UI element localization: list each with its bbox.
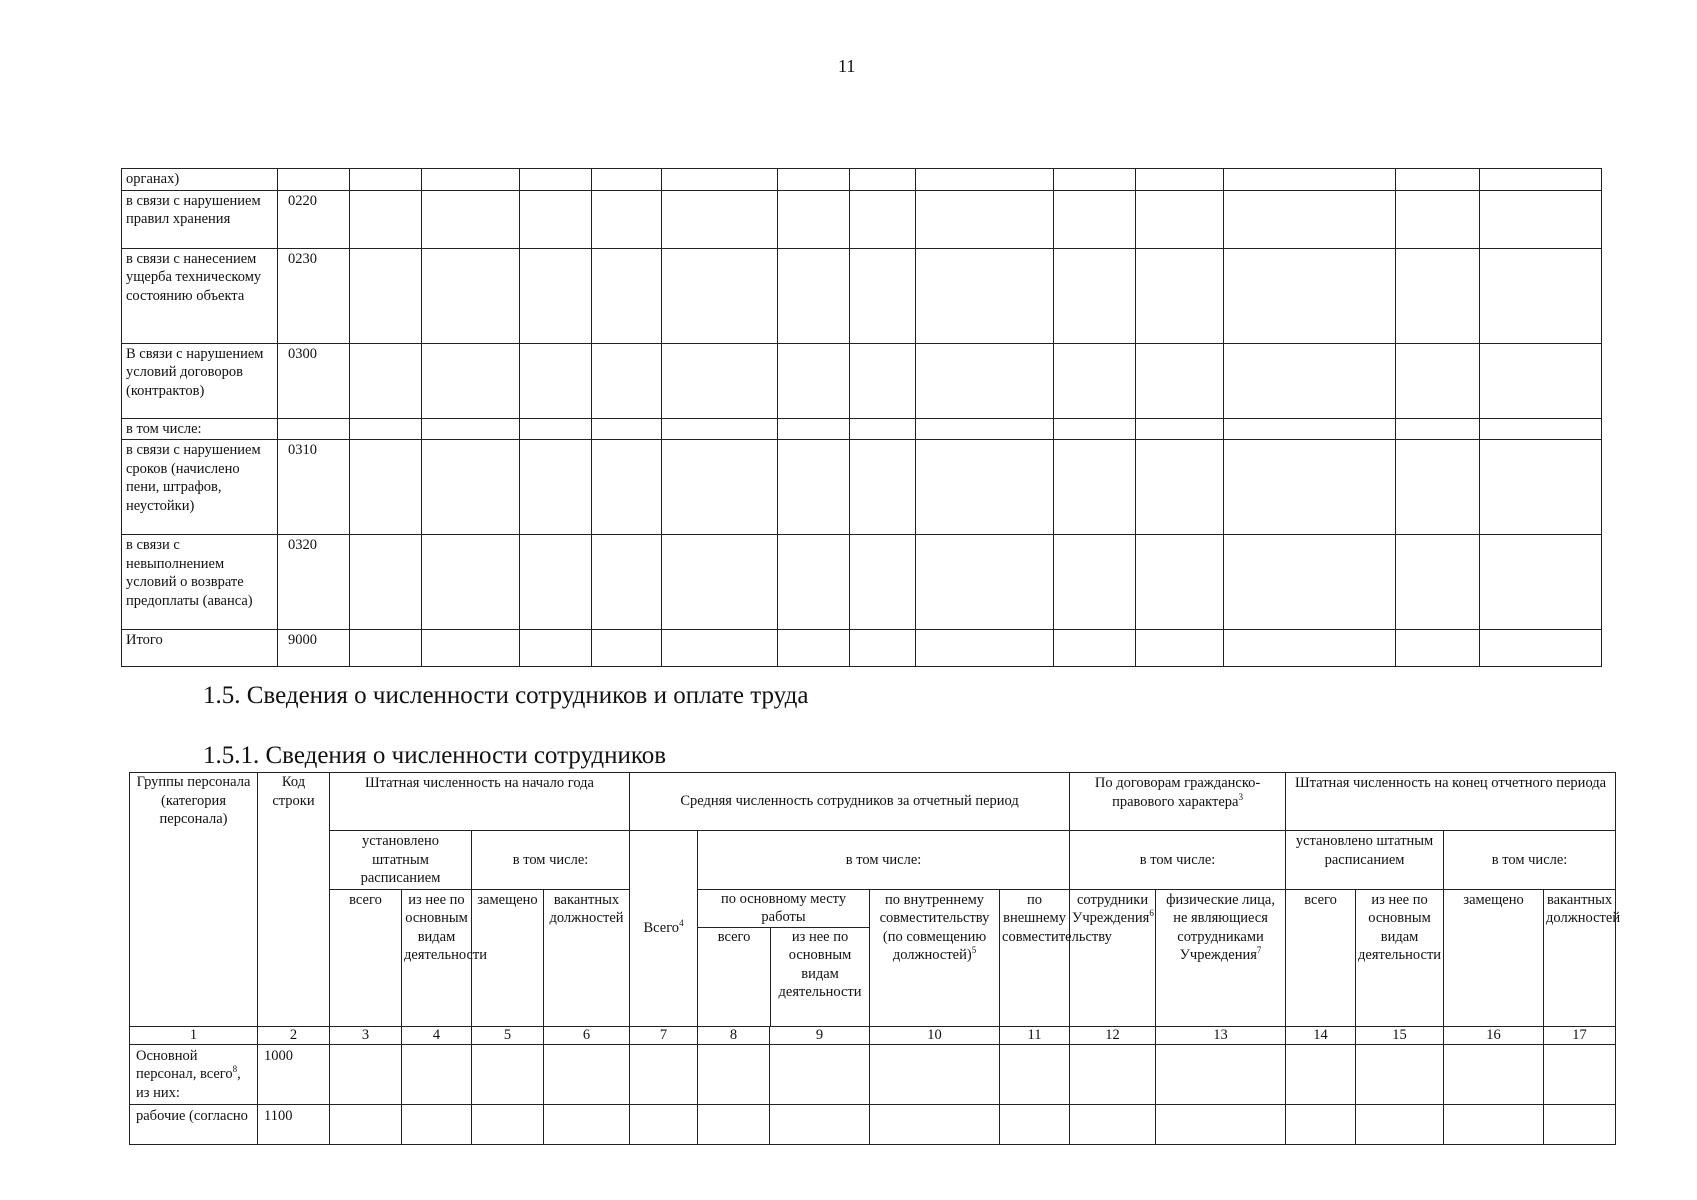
header-civil-contracts: По договорам гражданско-правового характера$^3$: [1070, 773, 1286, 831]
empty-cell[interactable]: [1396, 630, 1480, 667]
header-individuals: физические лица, не являющиеся сотрудниками Учреждения$^7$: [1156, 889, 1286, 1026]
header-main-all: всего: [698, 928, 771, 1026]
row-code: 0220: [278, 190, 350, 248]
row-label: Основной персонал, всего$^8$, из них:: [130, 1044, 258, 1105]
row-code: 0320: [278, 535, 350, 630]
empty-cell[interactable]: [1396, 418, 1480, 440]
header-vacant-start: вакантных должностей: [544, 889, 630, 1026]
empty-cell[interactable]: [350, 418, 422, 440]
empty-cell[interactable]: [916, 440, 1054, 535]
table-row: [122, 440, 1602, 535]
empty-cell[interactable]: [1356, 1044, 1444, 1105]
column-number: 12: [1070, 1026, 1156, 1044]
empty-cell[interactable]: [850, 535, 916, 630]
empty-cell[interactable]: [1224, 630, 1396, 667]
empty-cell[interactable]: [850, 343, 916, 418]
empty-cell[interactable]: [1396, 535, 1480, 630]
empty-cell[interactable]: [662, 190, 778, 248]
header-established-start: установлено штатным расписанием: [330, 831, 472, 890]
empty-cell[interactable]: [778, 343, 850, 418]
column-number: 15: [1356, 1026, 1444, 1044]
empty-cell[interactable]: [1054, 248, 1136, 343]
empty-cell[interactable]: [778, 169, 850, 191]
empty-cell[interactable]: [520, 190, 592, 248]
empty-cell[interactable]: [1444, 1044, 1544, 1105]
empty-cell[interactable]: [1054, 630, 1136, 667]
header-external: по внешнему совместительству: [1000, 889, 1070, 1026]
row-label: в связи с нарушением сроков (начислено пени, штрафов, неустойки): [122, 440, 278, 535]
table-row: [122, 418, 1602, 440]
empty-cell[interactable]: [1480, 169, 1602, 191]
empty-cell[interactable]: [1396, 248, 1480, 343]
table-row: [122, 630, 1602, 667]
empty-cell[interactable]: [520, 440, 592, 535]
header-of-main-start: из нее по основным видам деятельности: [402, 889, 472, 1026]
subsection-title: 1.5.1. Сведения о численности сотрудников: [203, 742, 667, 769]
row-label: В связи с нарушением условий договоров (контрактов): [122, 343, 278, 418]
empty-cell[interactable]: [1054, 535, 1136, 630]
table-row: [122, 169, 1602, 191]
column-number: 14: [1286, 1026, 1356, 1044]
empty-cell[interactable]: [1054, 418, 1136, 440]
column-number: 5: [472, 1026, 544, 1044]
empty-cell[interactable]: [1396, 169, 1480, 191]
empty-cell[interactable]: [778, 630, 850, 667]
empty-cell[interactable]: [770, 1105, 870, 1145]
row-code: 1000: [258, 1044, 330, 1105]
header-code: Код строки: [258, 773, 330, 1027]
empty-cell[interactable]: [1444, 1105, 1544, 1145]
header-of-main-end: из нее по основным видам деятельности: [1356, 889, 1444, 1026]
header-total-average: Всего$^4$: [630, 831, 698, 1027]
row-code: 0300: [278, 343, 350, 418]
empty-cell[interactable]: [1480, 535, 1602, 630]
empty-cell[interactable]: [916, 190, 1054, 248]
row-code: [278, 418, 350, 440]
empty-cell[interactable]: [662, 343, 778, 418]
empty-cell[interactable]: [1544, 1044, 1616, 1105]
empty-cell[interactable]: [1070, 1044, 1156, 1105]
empty-cell[interactable]: [662, 535, 778, 630]
header-including-civil: в том числе:: [1070, 831, 1286, 890]
column-number: 4: [402, 1026, 472, 1044]
empty-cell[interactable]: [630, 1105, 698, 1145]
empty-cell[interactable]: [1286, 1044, 1356, 1105]
empty-cell[interactable]: [350, 440, 422, 535]
row-code: 9000: [278, 630, 350, 667]
empty-cell[interactable]: [1544, 1105, 1616, 1145]
empty-cell[interactable]: [592, 190, 662, 248]
empty-cell[interactable]: [850, 190, 916, 248]
staff-table: [129, 772, 1621, 1145]
empty-cell[interactable]: [1396, 440, 1480, 535]
page-number: 11: [838, 56, 856, 76]
column-number: 10: [870, 1026, 1000, 1044]
empty-cell[interactable]: [850, 630, 916, 667]
empty-cell[interactable]: [1136, 630, 1224, 667]
empty-cell[interactable]: [662, 440, 778, 535]
empty-cell[interactable]: [592, 248, 662, 343]
empty-cell[interactable]: [350, 190, 422, 248]
header-including-average: в том числе:: [698, 831, 1070, 890]
empty-cell[interactable]: [472, 1044, 544, 1105]
header-main-of-main: из нее по основным видам деятельности: [778, 928, 862, 1000]
empty-cell[interactable]: [1136, 248, 1224, 343]
empty-cell[interactable]: [1136, 343, 1224, 418]
column-number: 7: [630, 1026, 698, 1044]
empty-cell[interactable]: [422, 169, 520, 191]
empty-cell[interactable]: [592, 630, 662, 667]
row-label: в связи с нарушением правил хранения: [122, 190, 278, 248]
header-group: Группы персонала (категория персонала): [130, 773, 258, 1027]
empty-cell[interactable]: [422, 630, 520, 667]
table-row: [130, 1044, 1616, 1105]
empty-cell[interactable]: [350, 169, 422, 191]
header-vacant-end: вакантных должностей: [1544, 889, 1616, 1026]
empty-cell[interactable]: [916, 630, 1054, 667]
empty-cell[interactable]: [592, 418, 662, 440]
header-start-of-year: Штатная численность на начало года: [330, 773, 630, 831]
empty-cell[interactable]: [422, 440, 520, 535]
empty-cell[interactable]: [402, 1044, 472, 1105]
empty-cell[interactable]: [1224, 343, 1396, 418]
empty-cell[interactable]: [1356, 1105, 1444, 1145]
empty-cell[interactable]: [1136, 169, 1224, 191]
empty-cell[interactable]: [520, 418, 592, 440]
empty-cell[interactable]: [1224, 535, 1396, 630]
empty-cell[interactable]: [592, 169, 662, 191]
empty-cell[interactable]: [1224, 440, 1396, 535]
empty-cell[interactable]: [422, 248, 520, 343]
table-row: [122, 343, 1602, 418]
row-label: в связи с невыполнением условий о возврате предоплаты (аванса): [122, 535, 278, 630]
empty-cell[interactable]: [662, 418, 778, 440]
empty-cell[interactable]: [422, 535, 520, 630]
header-internal: по внутреннему совместительству (по совмещению должностей)$^5$: [870, 889, 1000, 1026]
empty-cell[interactable]: [472, 1105, 544, 1145]
header-established-end: установлено штатным расписанием: [1286, 831, 1444, 890]
empty-cell[interactable]: [1286, 1105, 1356, 1145]
table-row: [122, 190, 1602, 248]
empty-cell[interactable]: [1054, 190, 1136, 248]
empty-cell[interactable]: [330, 1105, 402, 1145]
empty-cell[interactable]: [544, 1044, 630, 1105]
header-end-of-period: Штатная численность на конец отчетного периода: [1286, 773, 1616, 831]
empty-cell[interactable]: [1136, 440, 1224, 535]
empty-cell[interactable]: [544, 1105, 630, 1145]
header-filled-end: замещено: [1444, 889, 1544, 1026]
empty-cell[interactable]: [350, 630, 422, 667]
row-label: органах): [122, 169, 278, 191]
header-main-place-group: [698, 889, 870, 1026]
empty-cell[interactable]: [1156, 1044, 1286, 1105]
empty-cell[interactable]: [698, 1044, 770, 1105]
empty-cell[interactable]: [1136, 190, 1224, 248]
empty-cell[interactable]: [1480, 440, 1602, 535]
column-number: 16: [1444, 1026, 1544, 1044]
empty-cell[interactable]: [350, 248, 422, 343]
empty-cell[interactable]: [1136, 418, 1224, 440]
header-average: Средняя численность сотрудников за отчетный период: [630, 773, 1070, 831]
empty-cell[interactable]: [916, 169, 1054, 191]
upper-table: [121, 168, 1602, 667]
table-row: [122, 248, 1602, 343]
empty-cell[interactable]: [1224, 190, 1396, 248]
empty-cell[interactable]: [1224, 169, 1396, 191]
row-label: в том числе:: [122, 418, 278, 440]
empty-cell[interactable]: [520, 169, 592, 191]
empty-cell[interactable]: [698, 1105, 770, 1145]
empty-cell[interactable]: [520, 535, 592, 630]
table-row: [122, 535, 1602, 630]
empty-cell[interactable]: [1480, 343, 1602, 418]
empty-cell[interactable]: [778, 248, 850, 343]
header-filled-start: замещено: [472, 889, 544, 1026]
empty-cell[interactable]: [1054, 343, 1136, 418]
empty-cell[interactable]: [1396, 343, 1480, 418]
empty-cell[interactable]: [592, 343, 662, 418]
empty-cell[interactable]: [1480, 248, 1602, 343]
empty-cell[interactable]: [1480, 630, 1602, 667]
header-all-end: всего: [1286, 889, 1356, 1026]
empty-cell[interactable]: [1396, 190, 1480, 248]
header-employees: сотрудники Учреждения$^6$: [1070, 889, 1156, 1026]
row-label: рабочие (согласно: [130, 1105, 258, 1145]
empty-cell[interactable]: [916, 535, 1054, 630]
empty-cell[interactable]: [1136, 535, 1224, 630]
header-including-end: в том числе:: [1444, 831, 1616, 890]
empty-cell[interactable]: [402, 1105, 472, 1145]
empty-cell[interactable]: [916, 343, 1054, 418]
table-row: [130, 1105, 1616, 1145]
header-all-start: всего: [330, 889, 402, 1026]
header-including-start: в том числе:: [472, 831, 630, 890]
empty-cell[interactable]: [520, 343, 592, 418]
empty-cell[interactable]: [330, 1044, 402, 1105]
empty-cell[interactable]: [850, 440, 916, 535]
empty-cell[interactable]: [520, 630, 592, 667]
empty-cell[interactable]: [630, 1044, 698, 1105]
empty-cell[interactable]: [770, 1044, 870, 1105]
column-number: 17: [1544, 1026, 1616, 1044]
row-code: 0230: [278, 248, 350, 343]
empty-cell[interactable]: [1480, 190, 1602, 248]
empty-cell[interactable]: [1054, 440, 1136, 535]
row-code: 1100: [258, 1105, 330, 1145]
column-number: 9: [770, 1026, 870, 1044]
row-label: Итого: [122, 630, 278, 667]
empty-cell[interactable]: [850, 418, 916, 440]
column-number: 3: [330, 1026, 402, 1044]
empty-cell[interactable]: [592, 440, 662, 535]
empty-cell[interactable]: [1054, 169, 1136, 191]
empty-cell[interactable]: [1156, 1105, 1286, 1145]
empty-cell[interactable]: [1224, 418, 1396, 440]
row-code: 0310: [278, 440, 350, 535]
empty-cell[interactable]: [1224, 248, 1396, 343]
empty-cell[interactable]: [916, 418, 1054, 440]
section-title: 1.5. Сведения о численности сотрудников и оплате труда: [203, 682, 809, 709]
empty-cell[interactable]: [422, 190, 520, 248]
empty-cell[interactable]: [850, 169, 916, 191]
empty-cell[interactable]: [1070, 1105, 1156, 1145]
column-number: 1: [130, 1026, 258, 1044]
empty-cell[interactable]: [850, 248, 916, 343]
empty-cell[interactable]: [350, 535, 422, 630]
empty-cell[interactable]: [870, 1105, 1000, 1145]
empty-cell[interactable]: [778, 190, 850, 248]
empty-cell[interactable]: [778, 418, 850, 440]
empty-cell[interactable]: [778, 440, 850, 535]
empty-cell[interactable]: [1000, 1044, 1070, 1105]
empty-cell[interactable]: [662, 169, 778, 191]
column-number: 8: [698, 1026, 770, 1044]
empty-cell[interactable]: [592, 535, 662, 630]
column-number: 11: [1000, 1026, 1070, 1044]
empty-cell[interactable]: [1000, 1105, 1070, 1145]
empty-cell[interactable]: [916, 248, 1054, 343]
empty-cell[interactable]: [520, 248, 592, 343]
empty-cell[interactable]: [870, 1044, 1000, 1105]
empty-cell[interactable]: [1480, 418, 1602, 440]
empty-cell[interactable]: [662, 630, 778, 667]
column-number: 13: [1156, 1026, 1286, 1044]
empty-cell[interactable]: [778, 535, 850, 630]
row-code: [278, 169, 350, 191]
header-main-place: по основному месту работы: [698, 890, 869, 928]
column-number: 6: [544, 1026, 630, 1044]
row-label: в связи с нанесением ущерба техническому состоянию объекта: [122, 248, 278, 343]
empty-cell[interactable]: [422, 343, 520, 418]
empty-cell[interactable]: [422, 418, 520, 440]
empty-cell[interactable]: [662, 248, 778, 343]
empty-cell[interactable]: [350, 343, 422, 418]
column-number: 2: [258, 1026, 330, 1044]
